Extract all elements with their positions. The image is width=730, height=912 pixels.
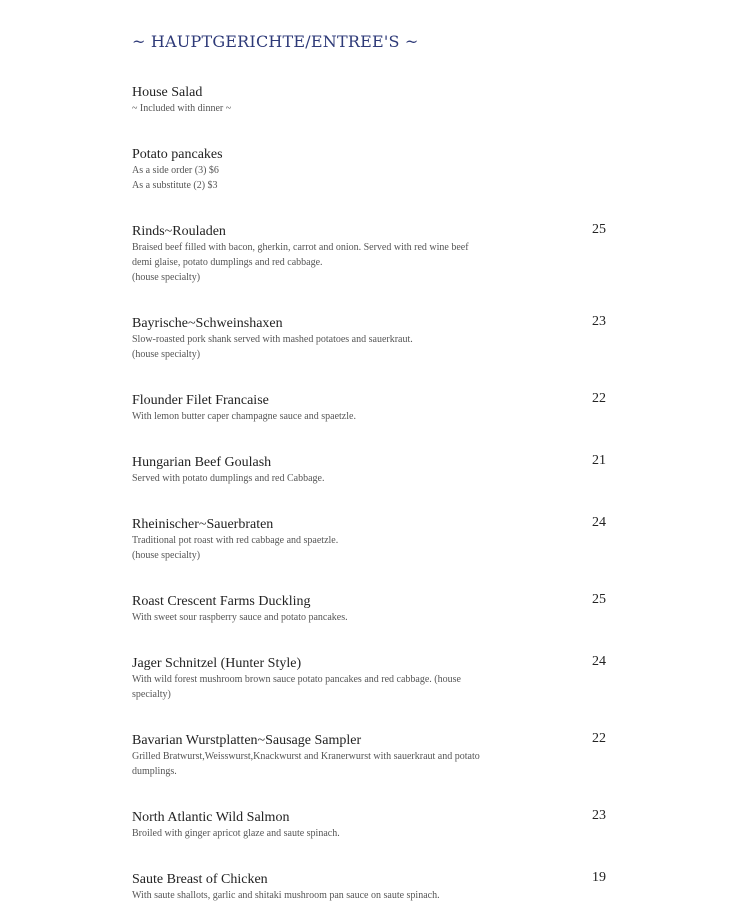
menu-item-price: 22 — [592, 391, 606, 406]
menu-item-header — [132, 807, 612, 825]
menu-section — [132, 30, 612, 903]
menu-item-description-line: Served with potato dumplings and red Cabbage. — [132, 473, 325, 484]
menu-item-description — [132, 672, 482, 702]
menu-item-description — [132, 471, 482, 486]
menu-item-description-line: With saute shallots, garlic and shitaki mushroom pan sauce on saute spinach. — [132, 890, 440, 901]
menu-item-description — [132, 332, 482, 362]
menu-item-description-line: ~ Included with dinner ~ — [132, 103, 232, 114]
menu-item-description-line: Grilled Bratwurst,Weisswurst,Knackwurst and Kranerwurst with sauerkraut and potato dumplings. — [132, 751, 480, 777]
section-title: ~ HAUPTGERICHTE/ENTREE'S ~ — [132, 32, 419, 51]
menu-item — [132, 390, 612, 424]
menu-item-description — [132, 826, 482, 841]
menu-item-description — [132, 163, 482, 193]
menu-item-name: Roast Crescent Farms Duckling — [132, 594, 311, 609]
menu-item-price: 19 — [592, 870, 606, 885]
menu-item-header — [132, 221, 612, 239]
menu-item — [132, 869, 612, 903]
menu-item-description — [132, 888, 482, 903]
menu-item-description — [132, 610, 482, 625]
menu-item-price: 23 — [592, 314, 606, 329]
menu-item-header — [132, 591, 612, 609]
menu-item-description-line: With wild forest mushroom brown sauce potato pancakes and red cabbage. (house specialty) — [132, 674, 461, 700]
menu-item-header — [132, 313, 612, 331]
menu-item-header — [132, 514, 612, 532]
menu-item-description-line: Broiled with ginger apricot glaze and saute spinach. — [132, 828, 340, 839]
menu-item-price: 23 — [592, 808, 606, 823]
menu-item — [132, 807, 612, 841]
menu-item — [132, 452, 612, 486]
menu-item-description-line: Braised beef filled with bacon, gherkin, carrot and onion. Served with red wine beef demi glaise, potato dumplings and red cabbage. — [132, 242, 469, 268]
menu-item-description-line: As a side order (3) $6 — [132, 165, 219, 176]
menu-item-name: Rinds~Rouladen — [132, 224, 226, 239]
menu-item — [132, 82, 612, 116]
menu-item — [132, 653, 612, 702]
menu-item-name: Jager Schnitzel (Hunter Style) — [132, 656, 302, 671]
menu-item-description-line: (house specialty) — [132, 349, 201, 360]
menu-item-description-line: (house specialty) — [132, 272, 201, 283]
menu-item-description-line: (house specialty) — [132, 550, 201, 561]
menu-item-price: 24 — [592, 515, 606, 530]
menu-item — [132, 514, 612, 563]
menu-item-header — [132, 82, 612, 100]
menu-item-price: 21 — [592, 453, 606, 468]
menu-item-name: Rheinischer~Sauerbraten — [132, 517, 274, 532]
menu-item-list — [132, 82, 612, 903]
menu-item-description-line: With lemon butter caper champagne sauce and spaetzle. — [132, 411, 356, 422]
menu-item-description — [132, 533, 482, 563]
menu-item-name: Hungarian Beef Goulash — [132, 455, 272, 470]
menu-item-description — [132, 240, 482, 285]
menu-item-description — [132, 101, 482, 116]
menu-item-price: 25 — [592, 592, 606, 607]
menu-item — [132, 591, 612, 625]
menu-item-name: House Salad — [132, 85, 203, 100]
menu-item-header — [132, 653, 612, 671]
menu-item-price: 25 — [592, 222, 606, 237]
menu-item — [132, 221, 612, 285]
menu-item-description — [132, 409, 482, 424]
menu-item-description — [132, 749, 482, 779]
menu-item-name: Saute Breast of Chicken — [132, 872, 268, 887]
menu-item-name: Potato pancakes — [132, 147, 223, 162]
menu-item-name: North Atlantic Wild Salmon — [132, 810, 290, 825]
menu-item-header — [132, 730, 612, 748]
menu-item-price: 24 — [592, 654, 606, 669]
menu-item-price: 22 — [592, 731, 606, 746]
menu-item-header — [132, 452, 612, 470]
menu-item-name: Bayrische~Schweinshaxen — [132, 316, 283, 331]
menu-item-description-line: Slow-roasted pork shank served with mashed potatoes and sauerkraut. — [132, 334, 413, 345]
menu-item-description-line: As a substitute (2) $3 — [132, 180, 218, 191]
menu-item-header — [132, 869, 612, 887]
menu-item — [132, 313, 612, 362]
menu-item-description-line: Traditional pot roast with red cabbage and spaetzle. — [132, 535, 339, 546]
menu-item-name: Bavarian Wurstplatten~Sausage Sampler — [132, 733, 362, 748]
menu-item-header — [132, 144, 612, 162]
menu-item — [132, 144, 612, 193]
menu-item-header — [132, 390, 612, 408]
menu-item-name: Flounder Filet Francaise — [132, 393, 269, 408]
menu-item-description-line: With sweet sour raspberry sauce and potato pancakes. — [132, 612, 348, 623]
menu-item — [132, 730, 612, 779]
